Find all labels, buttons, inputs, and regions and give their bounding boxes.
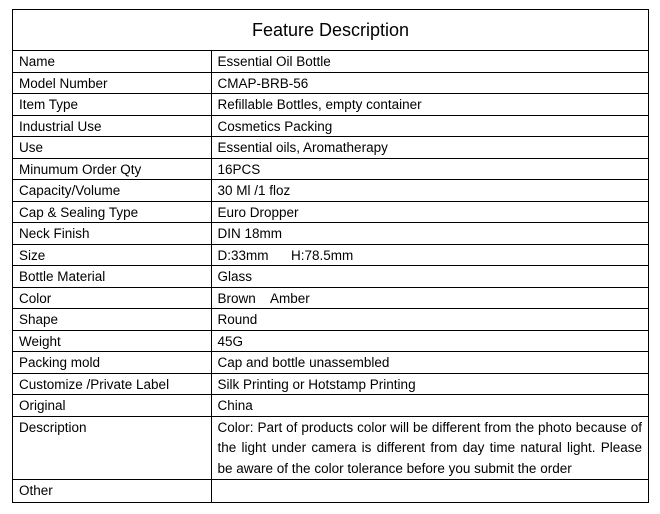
row-label: Industrial Use [13,115,211,137]
row-value: 16PCS [211,158,648,180]
table-row [13,51,648,72]
row-label: Item Type [13,94,211,116]
row-value: CMAP-BRB-56 [211,72,648,94]
table-row [13,309,648,331]
row-value: Brown Amber [211,287,648,309]
row-label: Weight [13,330,211,352]
row-value: Cosmetics Packing [211,115,648,137]
row-label: Neck Finish [13,223,211,245]
table-row [13,352,648,374]
row-value [211,480,648,503]
row-label: Customize /Private Label [13,373,211,395]
table-row [13,330,648,352]
row-value: Silk Printing or Hotstamp Printing [211,373,648,395]
feature-table [13,51,648,502]
row-label: Packing mold [13,352,211,374]
table-row [13,223,648,245]
row-label: Model Number [13,72,211,94]
row-label: Use [13,137,211,159]
table-row [13,94,648,116]
row-value: Glass [211,266,648,288]
row-label: Color [13,287,211,309]
table-row [13,480,648,503]
row-label: Size [13,244,211,266]
row-label: Other [13,480,211,503]
row-label: Cap & Sealing Type [13,201,211,223]
table-row [13,416,648,480]
table-row [13,373,648,395]
table-row [13,201,648,223]
row-value: Essential oils, Aromatherapy [211,137,648,159]
row-value: 45G [211,330,648,352]
table-row [13,180,648,202]
table-row [13,395,648,417]
feature-description-table [12,9,649,503]
table-row [13,244,648,266]
row-label: Original [13,395,211,417]
row-value: DIN 18mm [211,223,648,245]
row-value: Color: Part of products color will be different from the photo because of the light under camera is different from day time natural light. Please be aware of the color tolerance before you submit the order [211,416,648,480]
row-value: Round [211,309,648,331]
table-row [13,72,648,94]
table-row [13,266,648,288]
row-label: Shape [13,309,211,331]
table-row [13,158,648,180]
table-row [13,115,648,137]
row-value: Refillable Bottles, empty container [211,94,648,116]
row-value: D:33mm H:78.5mm [211,244,648,266]
row-label: Name [13,51,211,72]
row-value: 30 Ml /1 floz [211,180,648,202]
row-label: Minumum Order Qty [13,158,211,180]
table-row [13,287,648,309]
row-value: China [211,395,648,417]
row-value: Essential Oil Bottle [211,51,648,72]
row-label: Capacity/Volume [13,180,211,202]
row-value: Cap and bottle unassembled [211,352,648,374]
row-label: Description [13,416,211,480]
row-value: Euro Dropper [211,201,648,223]
table-title: Feature Description [13,10,648,51]
row-label: Bottle Material [13,266,211,288]
table-row [13,137,648,159]
